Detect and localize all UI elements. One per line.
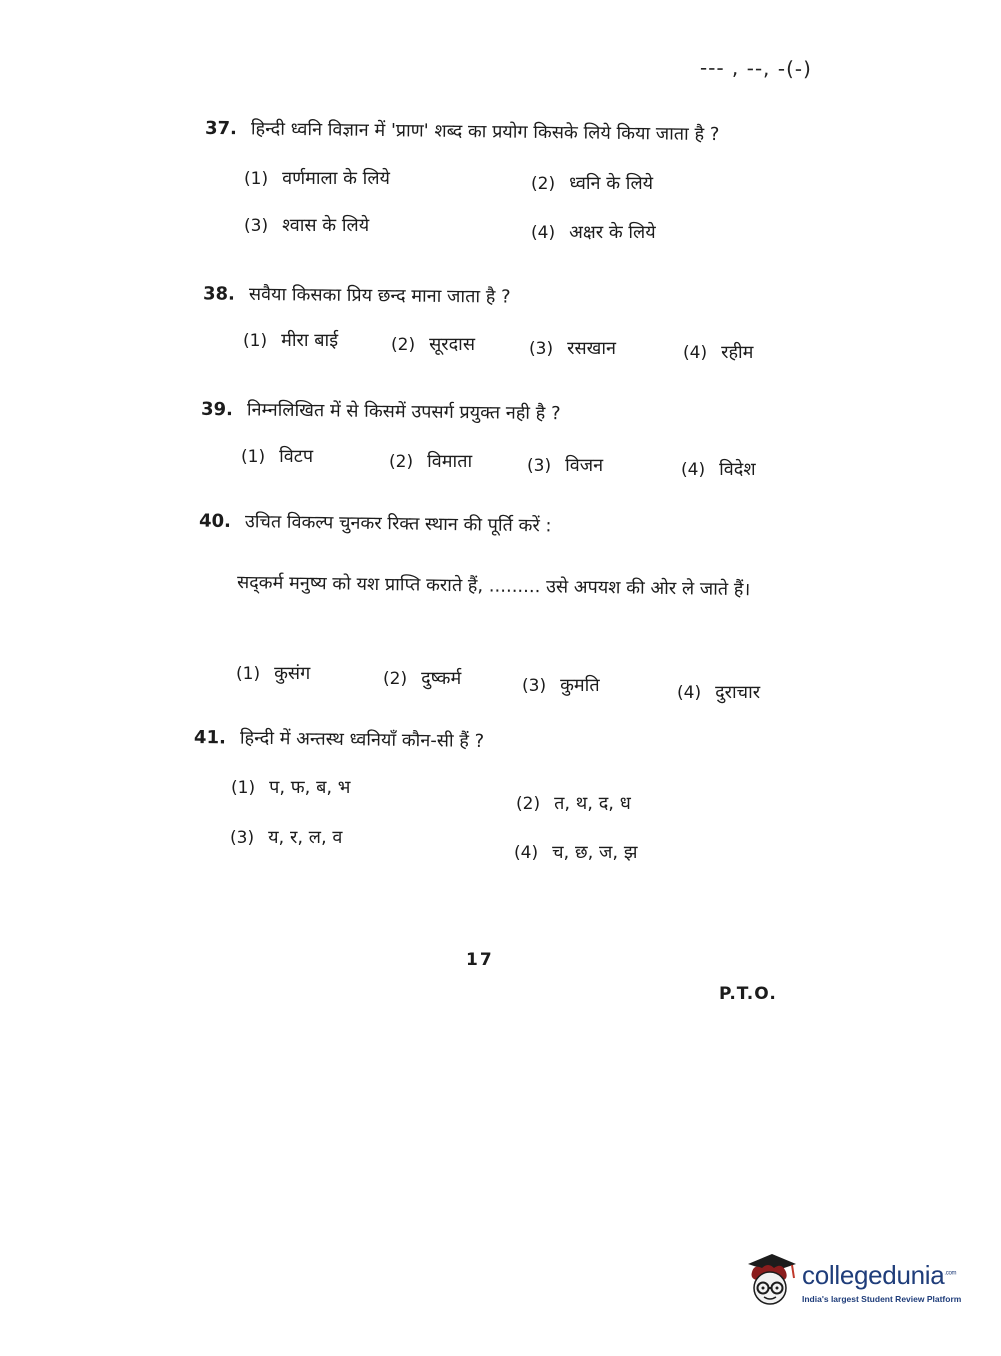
pto-label: P.T.O.	[719, 984, 777, 1004]
option-text: य, र, ल, व	[268, 827, 343, 848]
option-text: कुसंग	[274, 663, 311, 684]
option-text: दुराचार	[715, 682, 761, 703]
option-40-2	[383, 666, 461, 690]
option-39-1	[241, 444, 313, 468]
option-39-2	[389, 449, 472, 473]
paper-code: --- , --, -(-)	[699, 55, 813, 81]
option-number: (2)	[383, 669, 408, 689]
question-text: हिन्दी ध्वनि विज्ञान में 'प्राण' शब्द का प्रयोग किसके लिये किया जाता है ?	[250, 118, 720, 146]
option-41-3	[230, 825, 342, 849]
question-text: हिन्दी में अन्तस्थ ध्वनियाँ कौन-सी हैं ?	[239, 727, 485, 753]
option-41-1	[231, 775, 350, 799]
question-41	[194, 724, 485, 755]
option-text: त, थ, द, ध	[554, 793, 631, 814]
question-number: 40.	[198, 510, 232, 532]
question-text: सवैया किसका प्रिय छन्द माना जाता है ?	[248, 283, 511, 308]
collegedunia-watermark	[742, 1250, 972, 1310]
option-number: (2)	[516, 794, 541, 814]
option-number: (4)	[677, 683, 702, 703]
option-text: रहीम	[721, 342, 754, 363]
option-number: (1)	[243, 331, 268, 351]
option-38-4	[683, 340, 753, 364]
option-number: (3)	[244, 216, 269, 236]
option-41-2	[516, 791, 631, 815]
option-37-1	[244, 166, 390, 190]
option-40-4	[677, 680, 760, 704]
question-39	[201, 396, 561, 427]
option-text: श्वास के लिये	[282, 215, 370, 236]
option-40-3	[522, 673, 600, 697]
question-38	[203, 280, 511, 310]
option-number: (3)	[522, 676, 547, 696]
option-38-1	[243, 328, 338, 352]
option-number: (3)	[527, 456, 552, 476]
question-text: निम्नलिखित में से किसमें उपसर्ग प्रयुक्त नही है ?	[246, 399, 561, 425]
option-text: ध्वनि के लिये	[569, 173, 654, 194]
brand-name	[802, 1260, 956, 1291]
option-37-3	[244, 213, 369, 237]
option-number: (4)	[531, 223, 556, 243]
option-number: (1)	[244, 169, 269, 189]
option-number: (3)	[529, 339, 554, 359]
option-text: विटप	[279, 446, 314, 467]
option-text: मीरा बाई	[281, 330, 339, 351]
question-number: 39.	[200, 398, 234, 421]
student-mascot-icon	[742, 1250, 800, 1310]
option-number: (1)	[236, 664, 261, 684]
option-38-3	[529, 336, 616, 360]
option-37-2	[531, 171, 653, 195]
brand-text: collegedunia	[802, 1260, 945, 1290]
option-text: वर्णमाला के लिये	[282, 168, 390, 189]
question-40	[199, 508, 552, 540]
page-number: 17	[466, 950, 494, 970]
option-number: (4)	[514, 843, 539, 863]
option-text: च, छ, ज, झ	[552, 842, 638, 863]
question-number: 41.	[193, 726, 227, 749]
option-number: (2)	[391, 335, 416, 355]
option-text: कुमति	[560, 675, 600, 696]
option-number: (1)	[231, 778, 256, 798]
question-37	[205, 115, 720, 148]
option-text: विजन	[565, 455, 604, 476]
option-number: (4)	[681, 460, 706, 480]
option-number: (4)	[683, 343, 708, 363]
option-number: (3)	[230, 828, 255, 848]
option-text: सूरदास	[429, 334, 476, 355]
option-text: प, फ, ब, भ	[269, 777, 351, 798]
option-37-4	[531, 220, 656, 244]
option-text: विमाता	[427, 451, 473, 472]
option-number: (2)	[531, 174, 556, 194]
option-40-1	[236, 661, 310, 685]
brand-suffix: .com	[944, 1270, 957, 1277]
option-number: (2)	[389, 452, 414, 472]
option-text: दुष्कर्म	[421, 668, 462, 689]
option-text: अक्षर के लिये	[569, 222, 656, 243]
option-38-2	[391, 332, 475, 356]
fill-in-sentence: सद्कर्म मनुष्य को यश प्राप्ति कराते हैं, ......... उसे अपयश की ओर ले जाते हैं।	[236, 572, 751, 601]
option-39-4	[681, 457, 756, 481]
option-39-3	[527, 453, 603, 477]
option-text: रसखान	[567, 338, 616, 359]
question-text: उचित विकल्प चुनकर रिक्त स्थान की पूर्ति करें :	[244, 511, 552, 537]
question-number: 38.	[202, 283, 236, 305]
option-text: विदेश	[719, 459, 756, 480]
option-41-4	[514, 840, 637, 864]
brand-tagline: India's largest Student Review Platform	[802, 1294, 962, 1304]
option-number: (1)	[241, 447, 266, 467]
question-number: 37.	[204, 117, 238, 140]
